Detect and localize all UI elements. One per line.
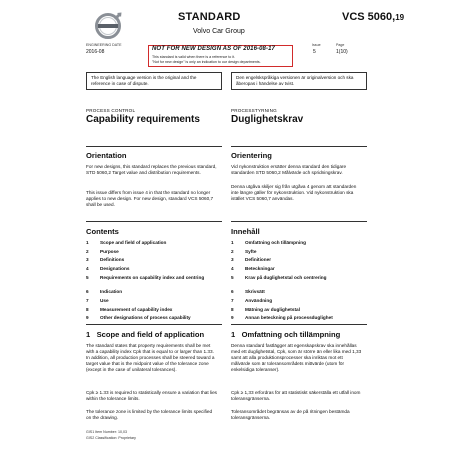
- divider: [231, 324, 367, 325]
- notice-line-2: "Not for new design" is only an indication to our design departments.: [152, 60, 261, 64]
- contents-item: 6 Indication: [86, 289, 123, 295]
- footer-classification: GIS2 Classification: Proprietary: [86, 436, 136, 440]
- divider: [231, 146, 367, 147]
- issue-label: Issue: [312, 43, 321, 47]
- divider: [86, 221, 222, 222]
- contents-item: 2 Syfte: [231, 248, 257, 254]
- scope-heading-en: 1 Scope and field of application: [86, 330, 205, 339]
- divider: [86, 146, 222, 147]
- contents-item: 9 Other designations of process capability: [86, 315, 191, 321]
- scope-p2-en: Cpk ≥ 1.33 is required to statistically ensure a variation that lies within the tolerance limits.: [86, 390, 218, 401]
- contents-item: 1 Omfattning och tillämpning: [231, 240, 306, 245]
- contents-item: 4 Beteckningar: [231, 266, 275, 272]
- divider: [231, 221, 367, 222]
- language-note-en: The English language version is the original and the reference in case of dispute.: [86, 72, 222, 90]
- notice-headline: NOT FOR NEW DESIGN AS OF 2016-08-17: [152, 46, 275, 52]
- company-name: Volvo Car Group: [193, 28, 245, 35]
- scope-p1-sv: Denna standard fastlägger att egenskapskrav ska innehållas med ett duglighetstal, Cpk, som är större än eller lika med 1,33 samt att alla produktionsprocesser ska inriktas mot ett målvärde som är toleransområdets mittvärde (utom för enkelsidiga toleranser).: [231, 343, 362, 372]
- page-label: Page: [336, 43, 345, 47]
- divider: [86, 324, 222, 325]
- contents-item: 5 Requirements on capability index and centring: [86, 274, 205, 280]
- contents-item: 7 Use: [86, 297, 109, 303]
- notice-line-1: This standard is valid when there is a reference to it.: [152, 55, 236, 59]
- category-sv: PROCESSTYRNING: [231, 108, 277, 113]
- contents-item: 5 Krav på duglighetstal och centrering: [231, 274, 327, 280]
- orientation-p2-sv: Denna utgåva skiljer sig från utgåva 4 genom att standarden inte längre gäller för nykonstruktion. Vid nykonstruktion ska istället VCS 5060,7 användas.: [231, 184, 357, 201]
- document-edition: 19: [395, 13, 405, 22]
- footer-item-number: GIS1 Item Number: 10,03: [86, 430, 127, 434]
- orientation-p1-sv: Vid nykonstruktion ersätter denna standard den tidigare standarden STD 5060,2 Målvärde och spridningskrav.: [231, 164, 347, 175]
- contents-item: 1 Scope and field of application: [86, 240, 167, 245]
- contents-item: 3 Definitioner: [231, 257, 272, 263]
- page-value: 1(10): [336, 49, 348, 55]
- title-sv: Duglighetskrav: [231, 114, 304, 125]
- category-en: PROCESS CONTROL: [86, 108, 136, 113]
- contents-item: 8 Measurement of capability index: [86, 306, 173, 312]
- issue-value: 5: [313, 49, 316, 55]
- scope-p2-sv: Cpk ≥ 1,33 erfordras för att statistiskt säkerställa ett utfall inom toleransgränserna.: [231, 390, 361, 401]
- contents-item: 4 Designations: [86, 266, 130, 272]
- orientation-p1-en: For new designs, this standard replaces the previous standard, STD 5060,2 Target value and distribution requirements.: [86, 164, 217, 175]
- contents-list-sv: [231, 240, 371, 324]
- contents-heading-en: Contents: [86, 227, 119, 236]
- date-value: 2016-08: [86, 49, 105, 55]
- scope-p3-sv: Toleransområdet begränsas av de på ritningen bestämda toleransgränserna.: [231, 409, 350, 420]
- volvo-logo-icon: [94, 12, 122, 40]
- date-label: ENGINEERING DATE: [86, 43, 122, 47]
- orientation-p2-en: This issue differs from issue 4 in that the standard no longer applies to new design. For new design, standard VCS 5060,7 shall be used.: [86, 190, 214, 207]
- document-number: VCS 5060,19: [342, 11, 405, 23]
- title-en: Capability requirements: [86, 114, 200, 125]
- standard-label: STANDARD: [178, 11, 241, 23]
- language-note-sv: Den engelskspråkiga versionen är originalversion och ska åberopas i händelse av tvist.: [231, 72, 367, 90]
- orientation-heading-en: Orientation: [86, 151, 127, 160]
- orientation-heading-sv: Orientering: [231, 151, 272, 160]
- scope-heading-sv: 1 Omfattning och tillämpning: [231, 330, 341, 339]
- scope-p3-en: The tolerance zone is limited by the tolerance limits specified on the drawing.: [86, 409, 213, 420]
- contents-item: 2 Purpose: [86, 248, 119, 254]
- contents-heading-sv: Innehåll: [231, 227, 260, 236]
- contents-list-en: [86, 240, 222, 324]
- contents-item: 7 Användning: [231, 297, 273, 303]
- contents-item: 3 Definitions: [86, 257, 125, 263]
- contents-item: 8 Mätning av duglighetstal: [231, 306, 300, 312]
- contents-item: 9 Annan beteckning på processduglighet: [231, 315, 333, 321]
- contents-item: 6 Skrivsätt: [231, 289, 265, 295]
- scope-p1-en: The standard states that property requirements shall be met with a capability index Cpk that is equal to or larger than 1.33. In addition, all production processes shall be steered toward a target value that is the midpoint value of the tolerance zone (except in the case of unilateral tolerances).: [86, 343, 215, 372]
